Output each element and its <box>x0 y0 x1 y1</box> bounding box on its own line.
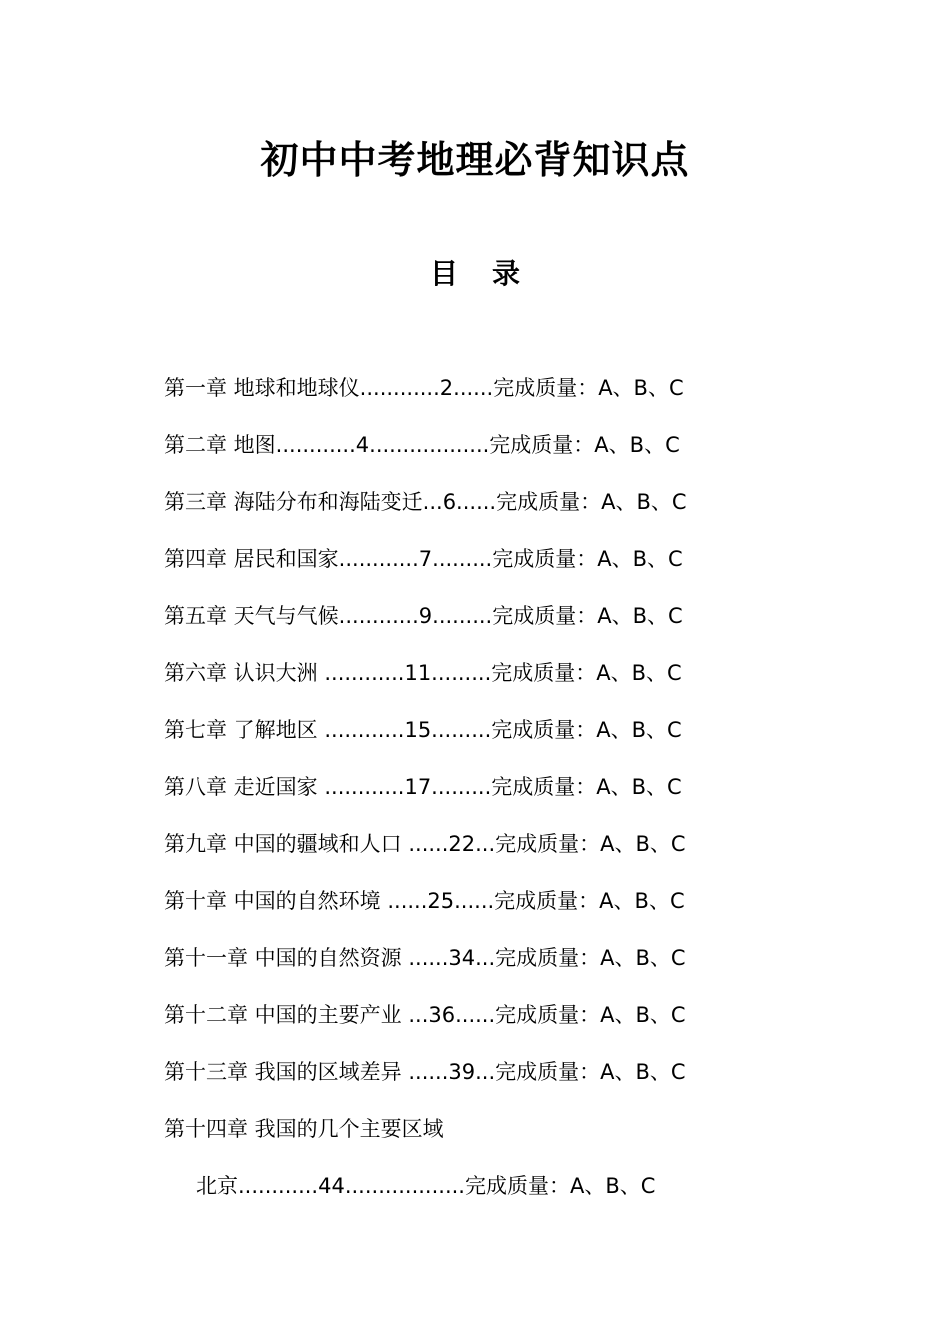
toc-entry-chapter-5: 第五章 天气与气候............9.........完成质量：A、B、C <box>164 604 683 628</box>
document-title: 初中中考地理必背知识点 <box>260 137 690 182</box>
toc-entry-subsection-beijing: 北京............44..................完成质量：A、B、C <box>196 1174 656 1198</box>
toc-entry-chapter-10: 第十章 中国的自然环境 ......25......完成质量：A、B、C <box>164 889 685 913</box>
toc-heading-char-2: 录 <box>492 257 521 290</box>
toc-heading-char-1: 目 <box>429 257 458 290</box>
toc-entry-chapter-1: 第一章 地球和地球仪............2......完成质量：A、B、C <box>164 376 684 400</box>
toc-entry-chapter-4: 第四章 居民和国家............7.........完成质量：A、B、C <box>164 547 683 571</box>
toc-entry-chapter-6: 第六章 认识大洲 ............11.........完成质量：A、B、C <box>164 661 682 685</box>
toc-entry-chapter-3: 第三章 海陆分布和海陆变迁...6......完成质量：A、B、C <box>164 490 687 514</box>
toc-entry-chapter-13: 第十三章 我国的区域差异 ......39...完成质量：A、B、C <box>164 1060 686 1084</box>
toc-entry-chapter-7: 第七章 了解地区 ............15.........完成质量：A、B、C <box>164 718 682 742</box>
table-of-contents <box>164 368 864 1223</box>
toc-entry-chapter-2: 第二章 地图............4..................完成质量：A、B、C <box>164 433 680 457</box>
toc-entry-chapter-12: 第十二章 中国的主要产业 ...36......完成质量：A、B、C <box>164 1003 686 1027</box>
toc-heading <box>0 254 950 294</box>
toc-entry-chapter-9: 第九章 中国的疆域和人口 ......22...完成质量：A、B、C <box>164 832 686 856</box>
toc-entry-chapter-14: 第十四章 我国的几个主要区域 <box>164 1117 444 1141</box>
toc-entry-chapter-8: 第八章 走近国家 ............17.........完成质量：A、B、C <box>164 775 682 799</box>
toc-entry-chapter-11: 第十一章 中国的自然资源 ......34...完成质量：A、B、C <box>164 946 686 970</box>
